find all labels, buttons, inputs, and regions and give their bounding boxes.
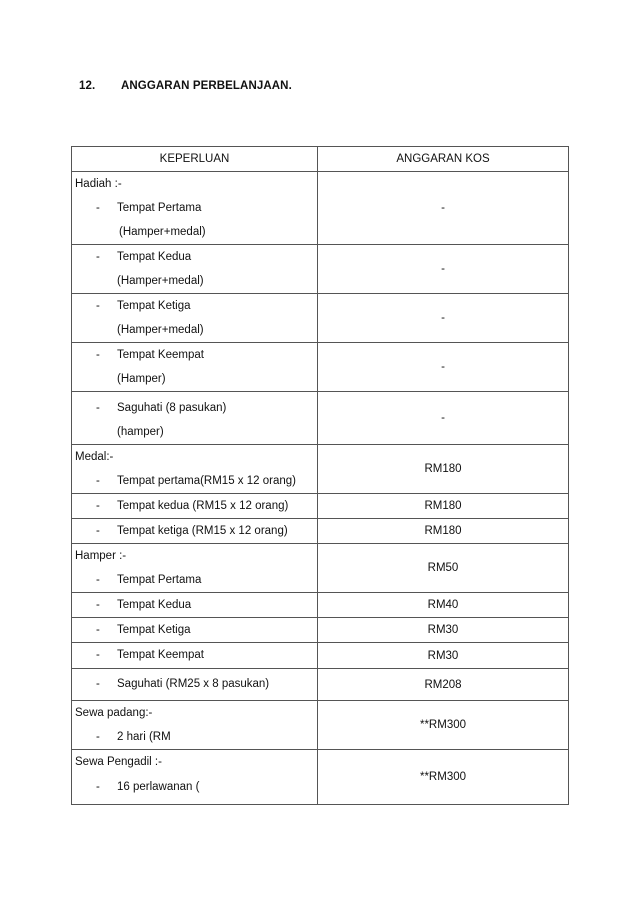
item-label: Tempat Kedua — [117, 599, 192, 611]
cost-cell: - — [318, 392, 569, 445]
item-cell — [72, 593, 318, 618]
cost-cell: - — [318, 343, 569, 392]
table-row — [72, 618, 569, 643]
item-label: Saguhati (RM25 x 8 pasukan) — [117, 678, 270, 690]
section-number: 12. — [79, 80, 96, 92]
item-label: 2 hari (RM — [117, 731, 171, 743]
item-cell — [72, 445, 318, 494]
bullet-dash: - — [96, 574, 100, 586]
budget-table — [71, 146, 569, 805]
table-header-row — [72, 147, 569, 172]
cost-cell: - — [318, 245, 569, 294]
item-cell — [72, 618, 318, 643]
item-cell — [72, 245, 318, 294]
bullet-dash: - — [96, 402, 100, 414]
bullet-dash: - — [96, 251, 100, 263]
item-detail: (Hamper) — [117, 373, 166, 385]
cost-cell: RM180 — [318, 445, 569, 494]
item-cell — [72, 494, 318, 519]
table-row — [72, 701, 569, 750]
bullet-dash: - — [96, 781, 100, 793]
bullet-dash: - — [96, 649, 100, 661]
group-label-hamper: Hamper :- — [75, 550, 127, 562]
table-row — [72, 172, 569, 245]
bullet-dash: - — [96, 500, 100, 512]
bullet-dash: - — [96, 731, 100, 743]
item-label: Tempat Pertama — [117, 202, 202, 214]
item-label: Tempat kedua (RM15 x 12 orang) — [117, 500, 289, 512]
item-label: Tempat Keempat — [117, 649, 204, 661]
cost-cell: - — [318, 294, 569, 343]
item-cell — [72, 392, 318, 445]
header-anggaran-kos: ANGGARAN KOS — [318, 147, 569, 172]
table-row — [72, 392, 569, 445]
group-label-medal: Medal:- — [75, 451, 114, 463]
group-label-hadiah: Hadiah :- — [75, 178, 122, 190]
item-label: Tempat Keempat — [117, 349, 204, 361]
table-row — [72, 544, 569, 593]
bullet-dash: - — [96, 525, 100, 537]
cost-cell: RM30 — [318, 643, 569, 669]
item-cell — [72, 544, 318, 593]
table-row — [72, 494, 569, 519]
item-cell — [72, 701, 318, 750]
item-detail: (Hamper+medal) — [117, 324, 204, 336]
item-label: Tempat Pertama — [117, 574, 202, 586]
cost-cell: RM50 — [318, 544, 569, 593]
item-cell — [72, 669, 318, 701]
cost-cell: RM208 — [318, 669, 569, 701]
item-label: Tempat pertama(RM15 x 12 orang) — [117, 475, 296, 487]
table-row — [72, 294, 569, 343]
table-row — [72, 245, 569, 294]
item-detail: (Hamper+medal) — [119, 226, 206, 238]
item-label: Tempat ketiga (RM15 x 12 orang) — [117, 525, 288, 537]
group-label-sewa-padang: Sewa padang:- — [75, 707, 153, 719]
bullet-dash: - — [96, 599, 100, 611]
cost-cell: RM180 — [318, 519, 569, 544]
table-row — [72, 445, 569, 494]
header-keperluan: KEPERLUAN — [72, 147, 318, 172]
bullet-dash: - — [96, 349, 100, 361]
item-label: Saguhati (8 pasukan) — [117, 402, 227, 414]
item-label: Tempat Kedua — [117, 251, 192, 263]
cost-cell: **RM300 — [318, 701, 569, 750]
item-label: 16 perlawanan ( — [117, 781, 200, 793]
item-cell — [72, 519, 318, 544]
cost-cell: - — [318, 172, 569, 245]
cost-cell: RM180 — [318, 494, 569, 519]
bullet-dash: - — [96, 624, 100, 636]
table-row — [72, 750, 569, 805]
cost-cell: **RM300 — [318, 750, 569, 805]
item-cell — [72, 343, 318, 392]
item-detail: (hamper) — [117, 426, 164, 438]
bullet-dash: - — [96, 475, 100, 487]
table-row — [72, 593, 569, 618]
group-label-sewa-pengadil: Sewa Pengadil :- — [75, 756, 162, 768]
item-cell — [72, 294, 318, 343]
item-label: Tempat Ketiga — [117, 300, 191, 312]
cost-cell: RM30 — [318, 618, 569, 643]
item-cell — [72, 172, 318, 245]
bullet-dash: - — [96, 678, 100, 690]
item-detail: (Hamper+medal) — [117, 275, 204, 287]
table-row — [72, 643, 569, 669]
cost-cell: RM40 — [318, 593, 569, 618]
section-title: ANGGARAN PERBELANJAAN. — [121, 80, 292, 92]
table-row — [72, 519, 569, 544]
bullet-dash: - — [96, 300, 100, 312]
item-cell — [72, 750, 318, 805]
item-label: Tempat Ketiga — [117, 624, 191, 636]
table-row — [72, 343, 569, 392]
item-cell — [72, 643, 318, 669]
bullet-dash: - — [96, 202, 100, 214]
table-row — [72, 669, 569, 701]
